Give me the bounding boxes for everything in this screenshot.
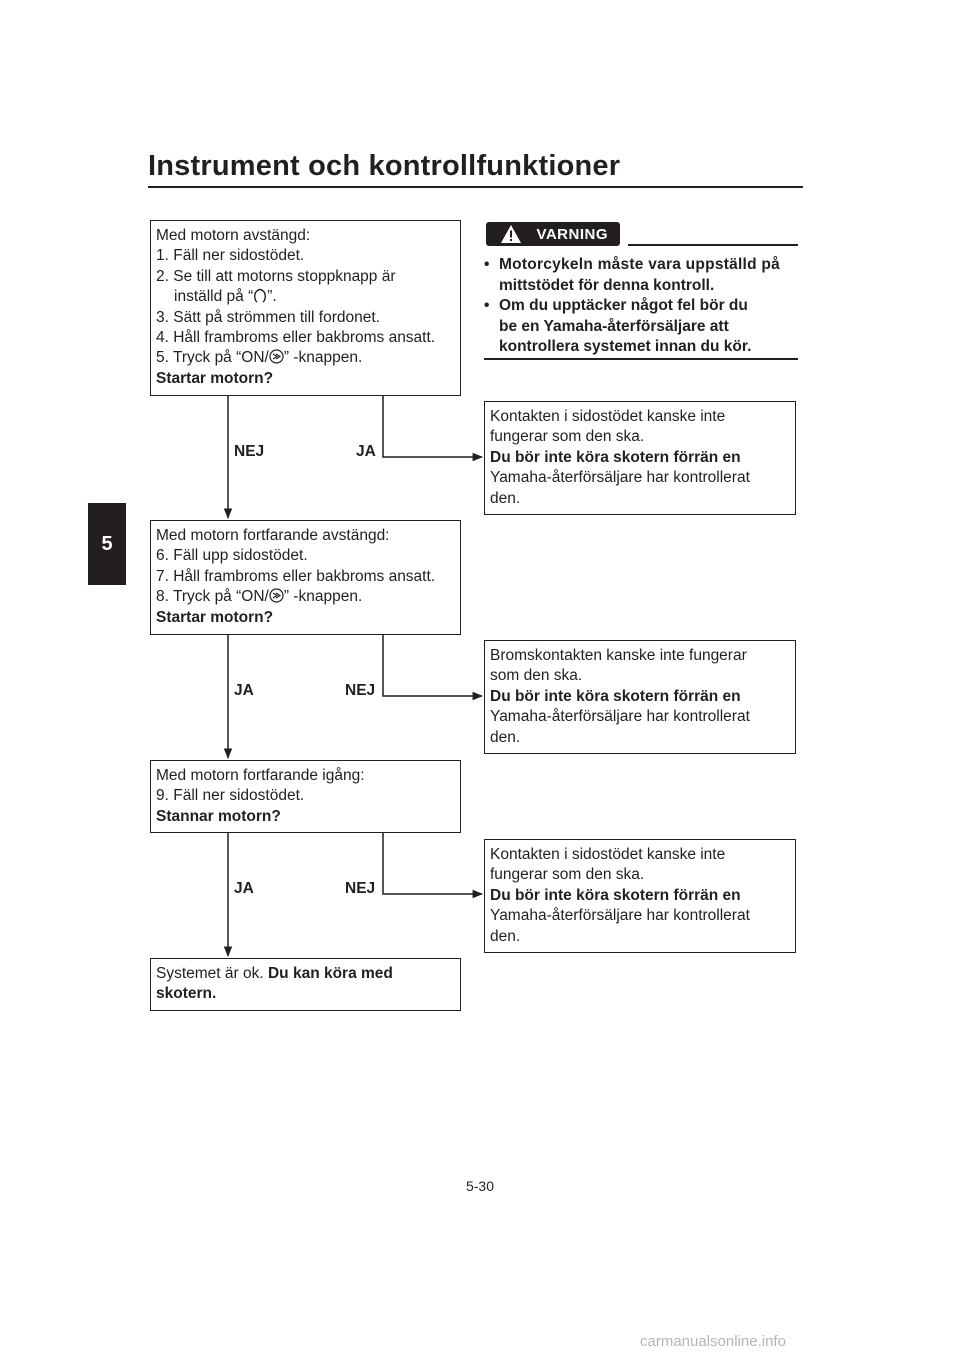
box3-step9: 9. Fäll ner sidostödet. bbox=[156, 787, 305, 805]
start-icon bbox=[269, 349, 284, 364]
warning-item-line: Motorcykeln måste vara uppställd på bbox=[499, 256, 780, 273]
result1-line2: fungerar som den ska. bbox=[490, 428, 645, 446]
warning-item-line: kontrollera systemet innan du kör. bbox=[499, 338, 752, 355]
result3-line2: fungerar som den ska. bbox=[490, 866, 645, 884]
result3-line4: Yamaha-återförsäljare har kontrollerat bbox=[490, 907, 750, 925]
result1-line1: Kontakten i sidostödet kanske inte bbox=[490, 408, 726, 425]
flow-result-1 bbox=[484, 401, 796, 515]
box1-intro: Med motorn avstängd: bbox=[156, 227, 311, 244]
box1-step2-cont: inställd på “ ”. bbox=[174, 288, 277, 306]
result1-line4: Yamaha-återförsäljare har kontrollerat bbox=[490, 469, 750, 487]
label-box3-right: NEJ bbox=[345, 880, 376, 897]
warning-item: • Om du upptäcker något fel bör du be en Yamaha-återförsäljare att kontrollera systemet innan du kör. bbox=[484, 296, 798, 358]
warning-text bbox=[484, 255, 798, 358]
result3-line5: den. bbox=[490, 927, 521, 945]
start-icon bbox=[269, 588, 284, 603]
flow-box-check-3 bbox=[150, 760, 461, 833]
result3-line1: Kontakten i sidostödet kanske inte bbox=[490, 846, 726, 863]
result1-line5: den. bbox=[490, 489, 521, 507]
box2-intro: Med motorn fortfarande avstängd: bbox=[156, 527, 390, 544]
box2-step6: 6. Fäll upp sidostödet. bbox=[156, 547, 308, 565]
watermark: carmanualsonline.info bbox=[640, 1333, 786, 1350]
result2-line1: Bromskontakten kanske inte fungerar bbox=[490, 647, 747, 664]
box2-step7: 7. Håll frambroms eller bakbroms ansatt. bbox=[156, 567, 436, 585]
warning-item-line: Om du upptäcker något fel bör du bbox=[499, 297, 748, 314]
label-box3-down: JA bbox=[234, 880, 254, 897]
box2-question: Startar motorn? bbox=[156, 608, 274, 626]
result2-line4: Yamaha-återförsäljare har kontrollerat bbox=[490, 708, 750, 726]
label-box2-down: JA bbox=[234, 682, 254, 699]
result2-line2: som den ska. bbox=[490, 667, 583, 685]
warning-item: • Motorcykeln måste vara uppställd på mittstödet för denna kontroll. bbox=[484, 255, 798, 296]
box1-step2: 2. Se till att motorns stoppknapp är bbox=[156, 267, 396, 285]
warning-label: VARNING bbox=[536, 225, 608, 243]
page-number: 5-30 bbox=[465, 1178, 495, 1194]
warning-badge bbox=[486, 222, 620, 246]
connector-box2-right bbox=[383, 635, 482, 696]
box4-line1: Systemet är ok. Du kan köra med bbox=[156, 965, 393, 982]
warning-item-line: mittstödet för denna kontroll. bbox=[499, 276, 715, 294]
flow-box-ok bbox=[150, 958, 461, 1011]
box1-question: Startar motorn? bbox=[156, 369, 274, 387]
box1-step5: 5. Tryck på “ON/ ” -knappen. bbox=[156, 349, 363, 367]
flow-box-check-1 bbox=[150, 220, 461, 396]
flow-box-check-2 bbox=[150, 520, 461, 635]
connector-box1-right bbox=[383, 396, 482, 457]
label-box2-right: NEJ bbox=[345, 682, 376, 699]
engine-run-icon bbox=[253, 288, 267, 304]
flow-result-2 bbox=[484, 640, 796, 754]
box3-intro: Med motorn fortfarande igång: bbox=[156, 767, 365, 784]
label-box1-right: JA bbox=[356, 443, 376, 460]
page-title: Instrument och kontrollfunktioner bbox=[148, 150, 621, 182]
chapter-tab: 5 bbox=[88, 503, 126, 585]
box3-question: Stannar motorn? bbox=[156, 807, 281, 825]
box2-step8: 8. Tryck på “ON/ ” -knappen. bbox=[156, 588, 363, 606]
warning-icon bbox=[500, 224, 522, 244]
box1-step1: 1. Fäll ner sidostödet. bbox=[156, 247, 305, 265]
label-box1-down: NEJ bbox=[234, 443, 265, 460]
result2-bold: Du bör inte köra skotern förrän en bbox=[490, 687, 741, 705]
warning-rule-bottom bbox=[484, 358, 798, 360]
result3-bold: Du bör inte köra skotern förrän en bbox=[490, 886, 741, 904]
box1-step3: 3. Sätt på strömmen till fordonet. bbox=[156, 308, 380, 326]
box1-step4: 4. Håll frambroms eller bakbroms ansatt. bbox=[156, 329, 436, 347]
result2-line5: den. bbox=[490, 728, 521, 746]
flow-result-3 bbox=[484, 839, 796, 953]
warning-rule-top bbox=[628, 244, 798, 246]
connector-box3-right bbox=[383, 833, 482, 894]
warning-item-line: be en Yamaha-återförsäljare att bbox=[499, 317, 729, 335]
box4-line2: skotern. bbox=[156, 985, 217, 1003]
result1-bold: Du bör inte köra skotern förrän en bbox=[490, 448, 741, 466]
